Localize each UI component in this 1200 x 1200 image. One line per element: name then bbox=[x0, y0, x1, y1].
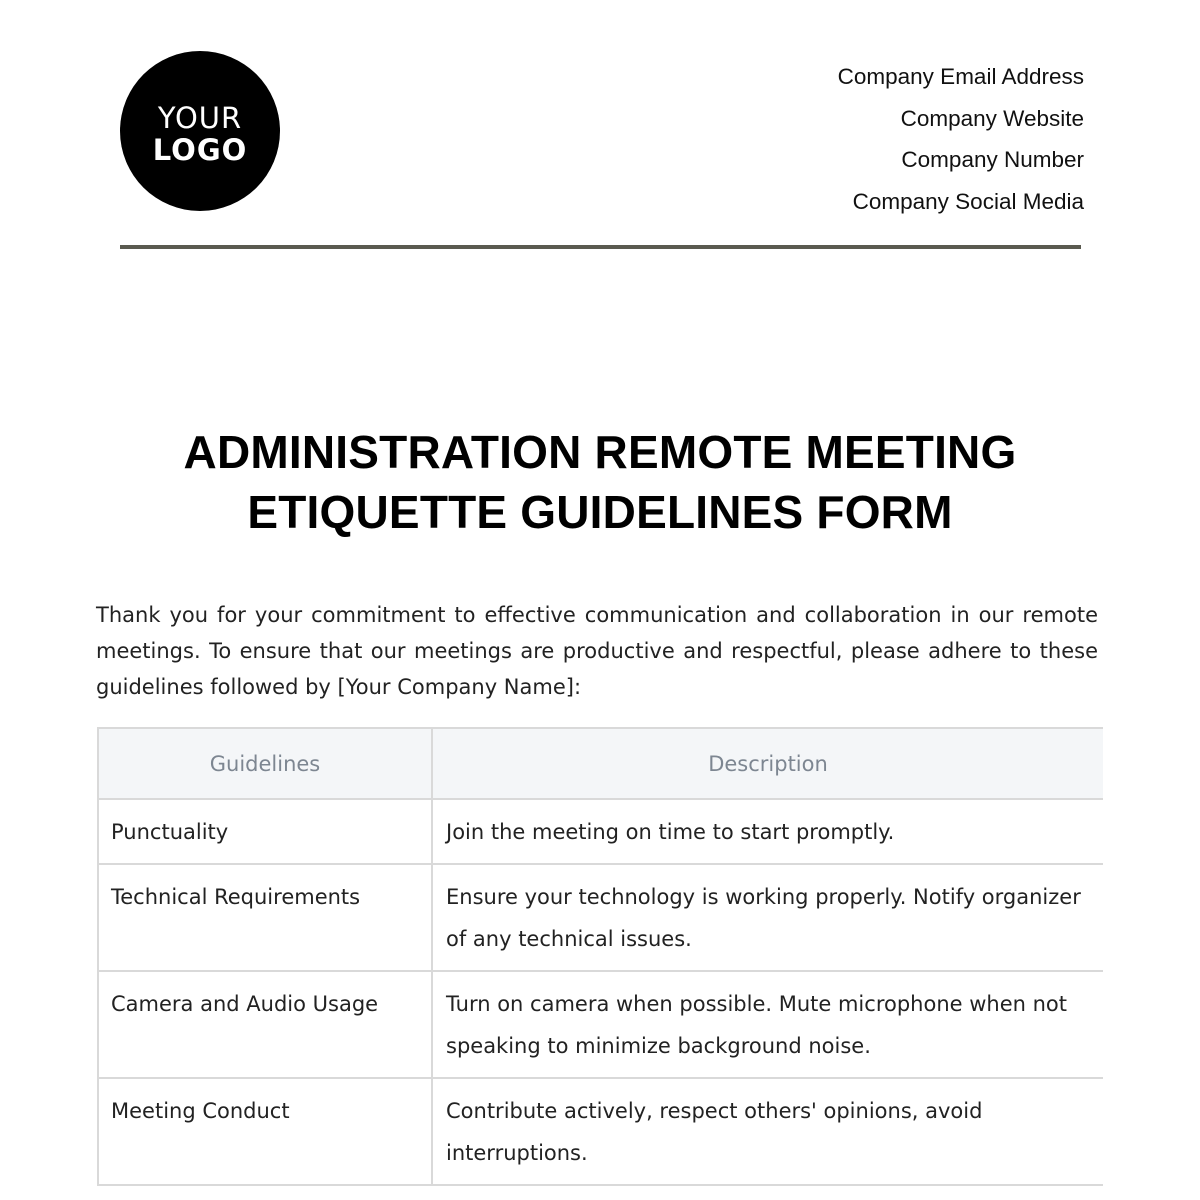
table-row bbox=[98, 864, 1103, 971]
logo-line-1: YOUR bbox=[157, 100, 243, 135]
company-website: Company Website bbox=[900, 105, 1084, 131]
description-cell: Contribute actively, respect others' opinions, avoid interruptions. bbox=[432, 1078, 1103, 1185]
guideline-cell: Camera and Audio Usage bbox=[98, 971, 432, 1078]
table-row bbox=[98, 1078, 1103, 1185]
guideline-cell: Technical Requirements bbox=[98, 864, 432, 971]
column-header-description: Description bbox=[432, 728, 1103, 799]
header-divider bbox=[120, 245, 1081, 249]
intro-paragraph: Thank you for your commitment to effective communication and collaboration in our remote meetings. To ensure that our meetings are productive and respectful, please adhere to these guidelines followed by [Your Company Name]: bbox=[96, 603, 1098, 699]
company-contact-block bbox=[838, 56, 1084, 222]
company-social-media: Company Social Media bbox=[852, 188, 1084, 214]
company-email: Company Email Address bbox=[837, 64, 1084, 89]
guideline-cell: Meeting Conduct bbox=[98, 1078, 432, 1185]
logo-line-2: LOGO bbox=[152, 132, 248, 167]
table-header-row bbox=[98, 728, 1103, 799]
description-cell: Ensure your technology is working properly. Notify organizer of any technical issues. bbox=[432, 864, 1103, 971]
column-header-guidelines: Guidelines bbox=[98, 728, 432, 799]
page-title bbox=[0, 422, 1200, 542]
company-logo bbox=[120, 51, 280, 211]
description-cell: Join the meeting on time to start promptly. bbox=[432, 799, 1103, 864]
company-number: Company Number bbox=[901, 147, 1084, 173]
guidelines-table bbox=[97, 727, 1103, 1186]
page-title-line-2: ETIQUETTE GUIDELINES FORM bbox=[247, 486, 953, 538]
guidelines-table-container bbox=[97, 727, 1103, 1200]
description-cell: Turn on camera when possible. Mute microphone when not speaking to minimize background noise. bbox=[432, 971, 1103, 1078]
guideline-cell: Punctuality bbox=[98, 799, 432, 864]
table-row bbox=[98, 971, 1103, 1078]
page-title-line-1: ADMINISTRATION REMOTE MEETING bbox=[183, 426, 1017, 478]
table-row bbox=[98, 799, 1103, 864]
